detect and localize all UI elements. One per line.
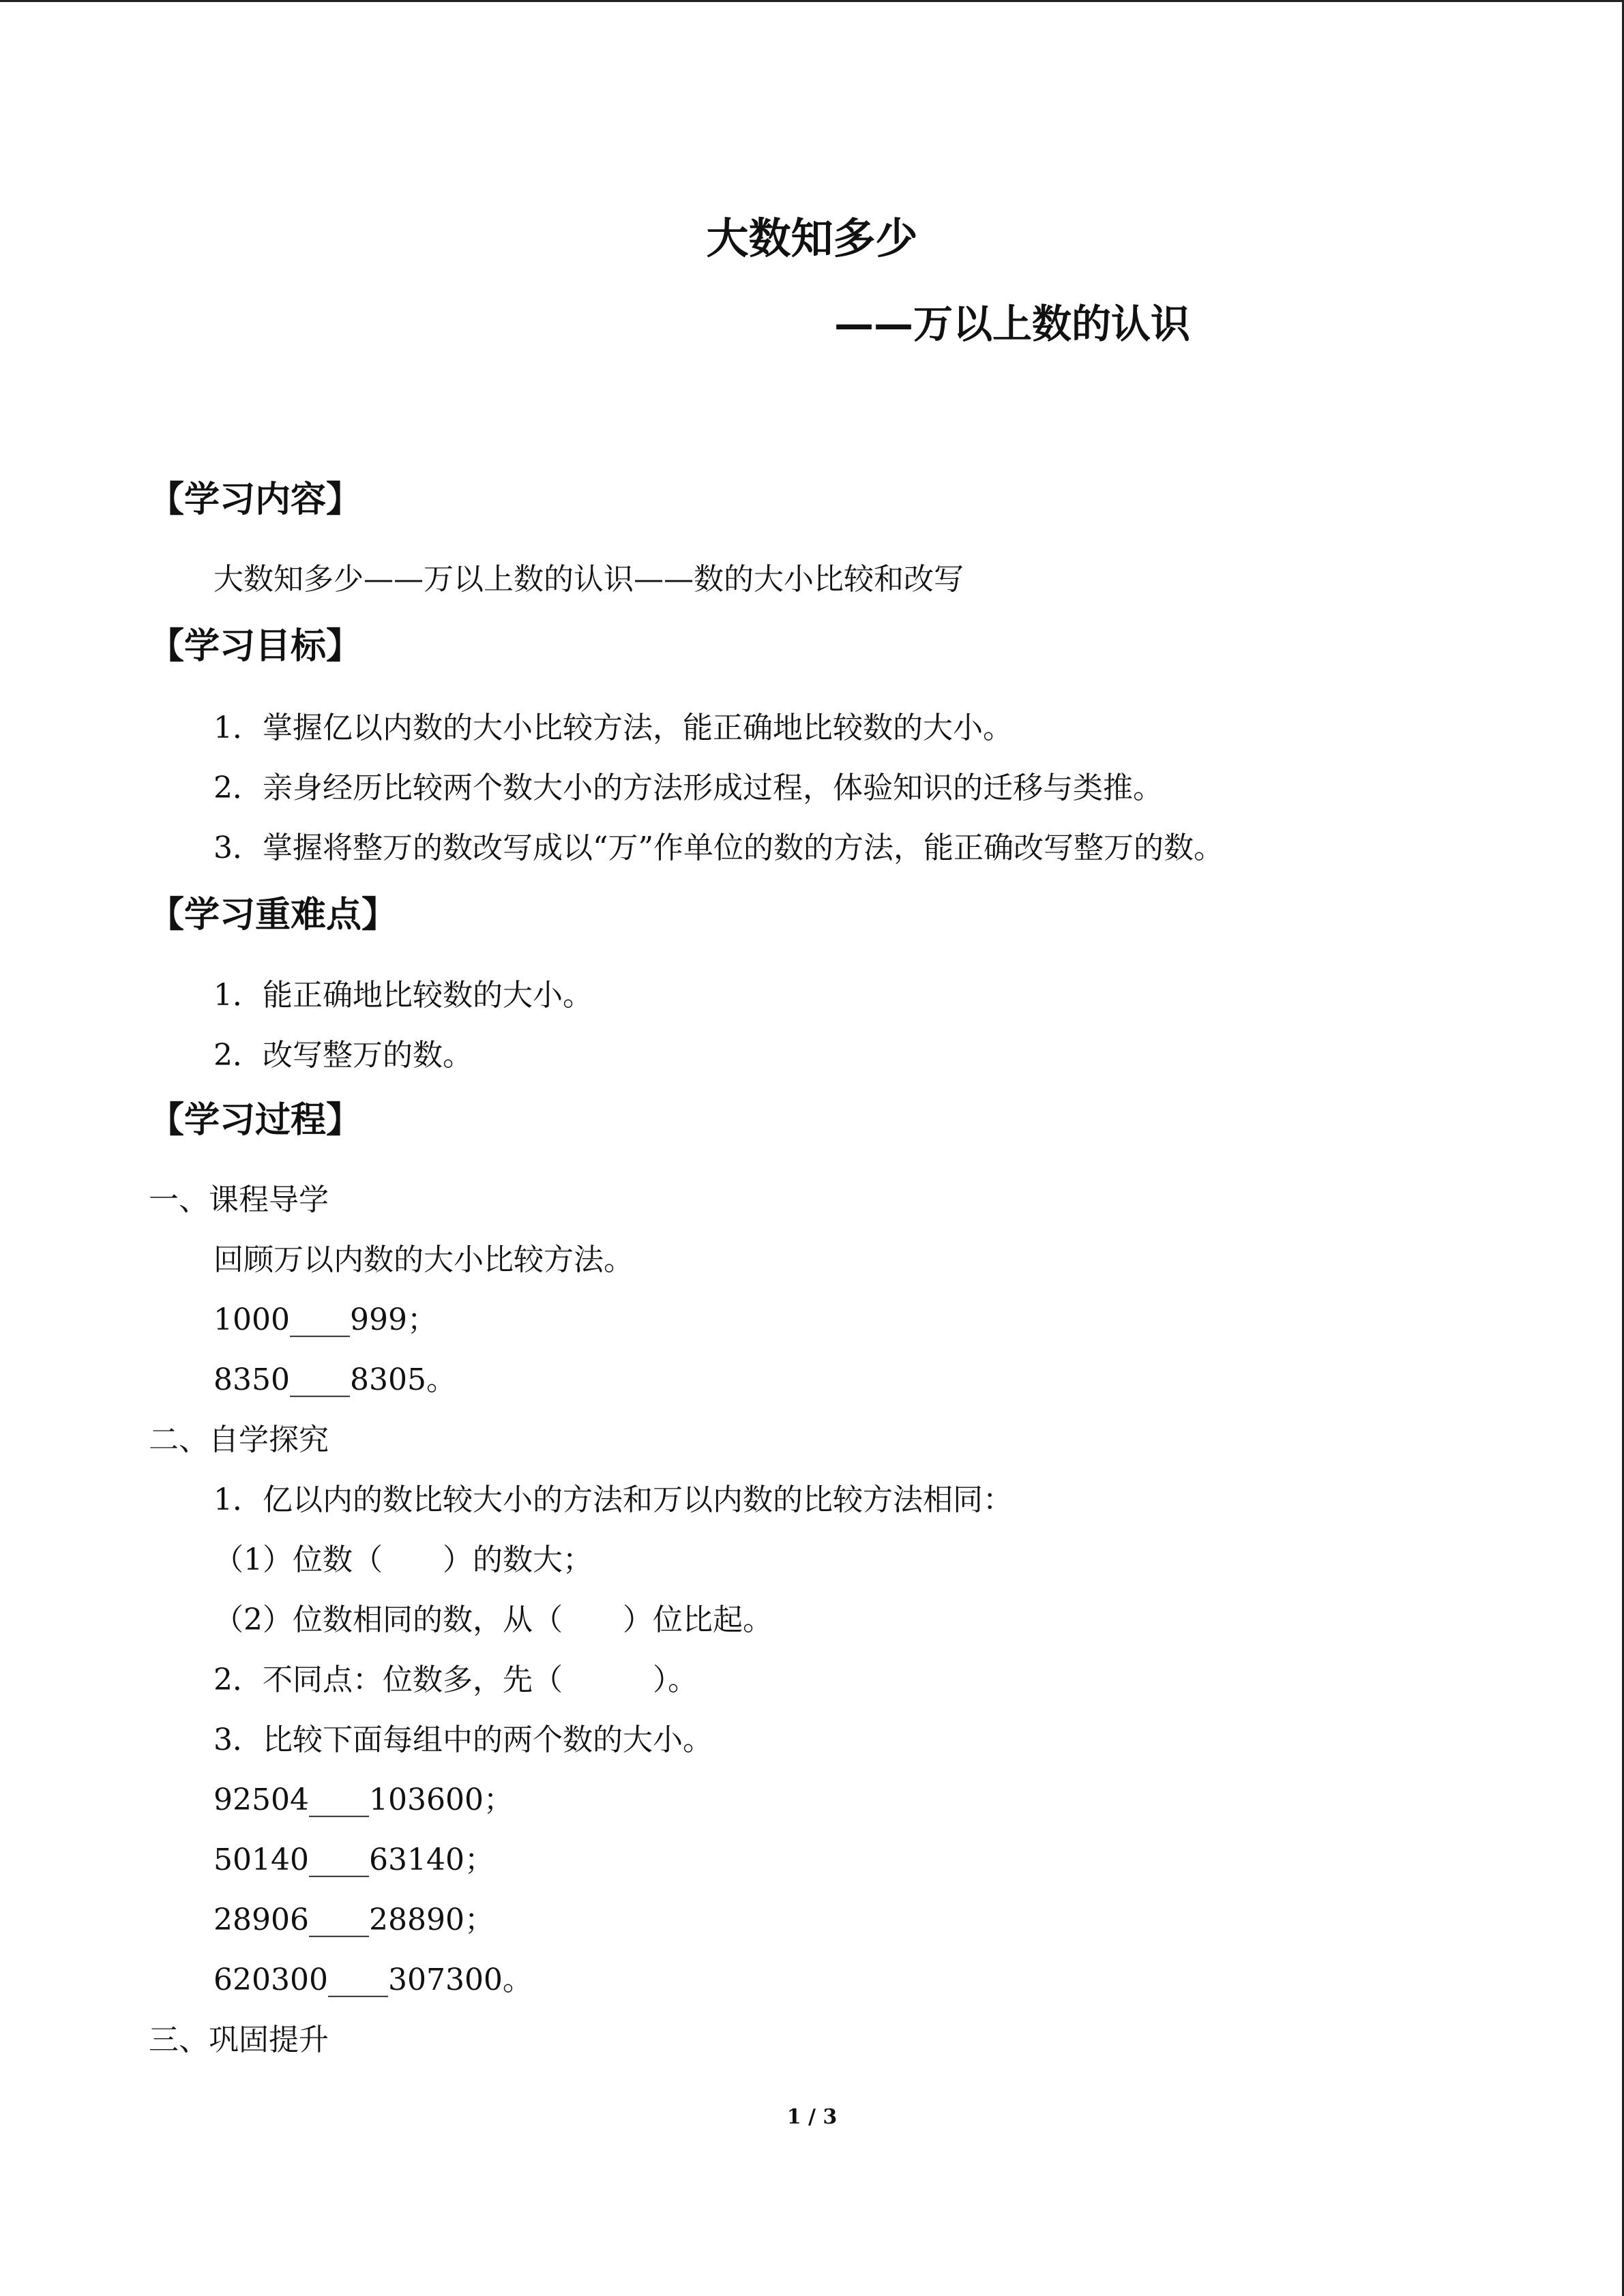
doc-subtitle: ——万以上数的认识 xyxy=(834,301,1191,347)
part2-line-6: 92504____103600； xyxy=(213,1783,514,1817)
part2-line-2: （1）位数（ ）的数大； xyxy=(213,1542,593,1577)
goal-item-3: 3．掌握将整万的数改写成以“万”作单位的数的方法，能正确改写整万的数。 xyxy=(213,831,1224,865)
part2-title: 二、自学探究 xyxy=(149,1422,329,1457)
part2-line-3: （2）位数相同的数，从（ ）位比起。 xyxy=(213,1602,773,1637)
part2-line-9: 620300____307300。 xyxy=(213,1963,533,1997)
part1-line-2: 1000____999； xyxy=(213,1302,437,1337)
part1-line-1: 回顾万以内数的大小比较方法。 xyxy=(213,1242,634,1277)
goal-item-2: 2．亲身经历比较两个数大小的方法形成过程，体验知识的迁移与类推。 xyxy=(213,771,1163,805)
part2-line-1: 1．亿以内的数比较大小的方法和万以内数的比较方法相同： xyxy=(213,1482,1013,1517)
content-text: 大数知多少——万以上数的认识——数的大小比较和改写 xyxy=(213,562,964,597)
doc-title: 大数知多少 xyxy=(706,213,918,263)
goal-item-1: 1．掌握亿以内数的大小比较方法，能正确地比较数的大小。 xyxy=(213,711,1013,745)
heading-content: 【学习内容】 xyxy=(149,479,362,520)
part1-line-3: 8350____8305。 xyxy=(213,1362,456,1397)
part3-title: 三、巩固提升 xyxy=(149,2023,329,2057)
page-number: 1 / 3 xyxy=(786,2105,838,2129)
part2-line-5: 3．比较下面每组中的两个数的大小。 xyxy=(213,1723,713,1757)
part2-line-7: 50140____63140； xyxy=(213,1843,494,1877)
heading-key-points: 【学习重难点】 xyxy=(149,895,398,936)
key-point-2: 2．改写整万的数。 xyxy=(213,1038,473,1073)
key-point-1: 1．能正确地比较数的大小。 xyxy=(213,978,593,1013)
part2-line-8: 28906____28890； xyxy=(213,1903,494,1937)
heading-goals: 【学习目标】 xyxy=(149,626,362,667)
part2-line-4: 2．不同点：位数多，先（ ）。 xyxy=(213,1663,698,1697)
part1-title: 一、课程导学 xyxy=(149,1182,329,1217)
heading-process: 【学习过程】 xyxy=(149,1100,362,1141)
